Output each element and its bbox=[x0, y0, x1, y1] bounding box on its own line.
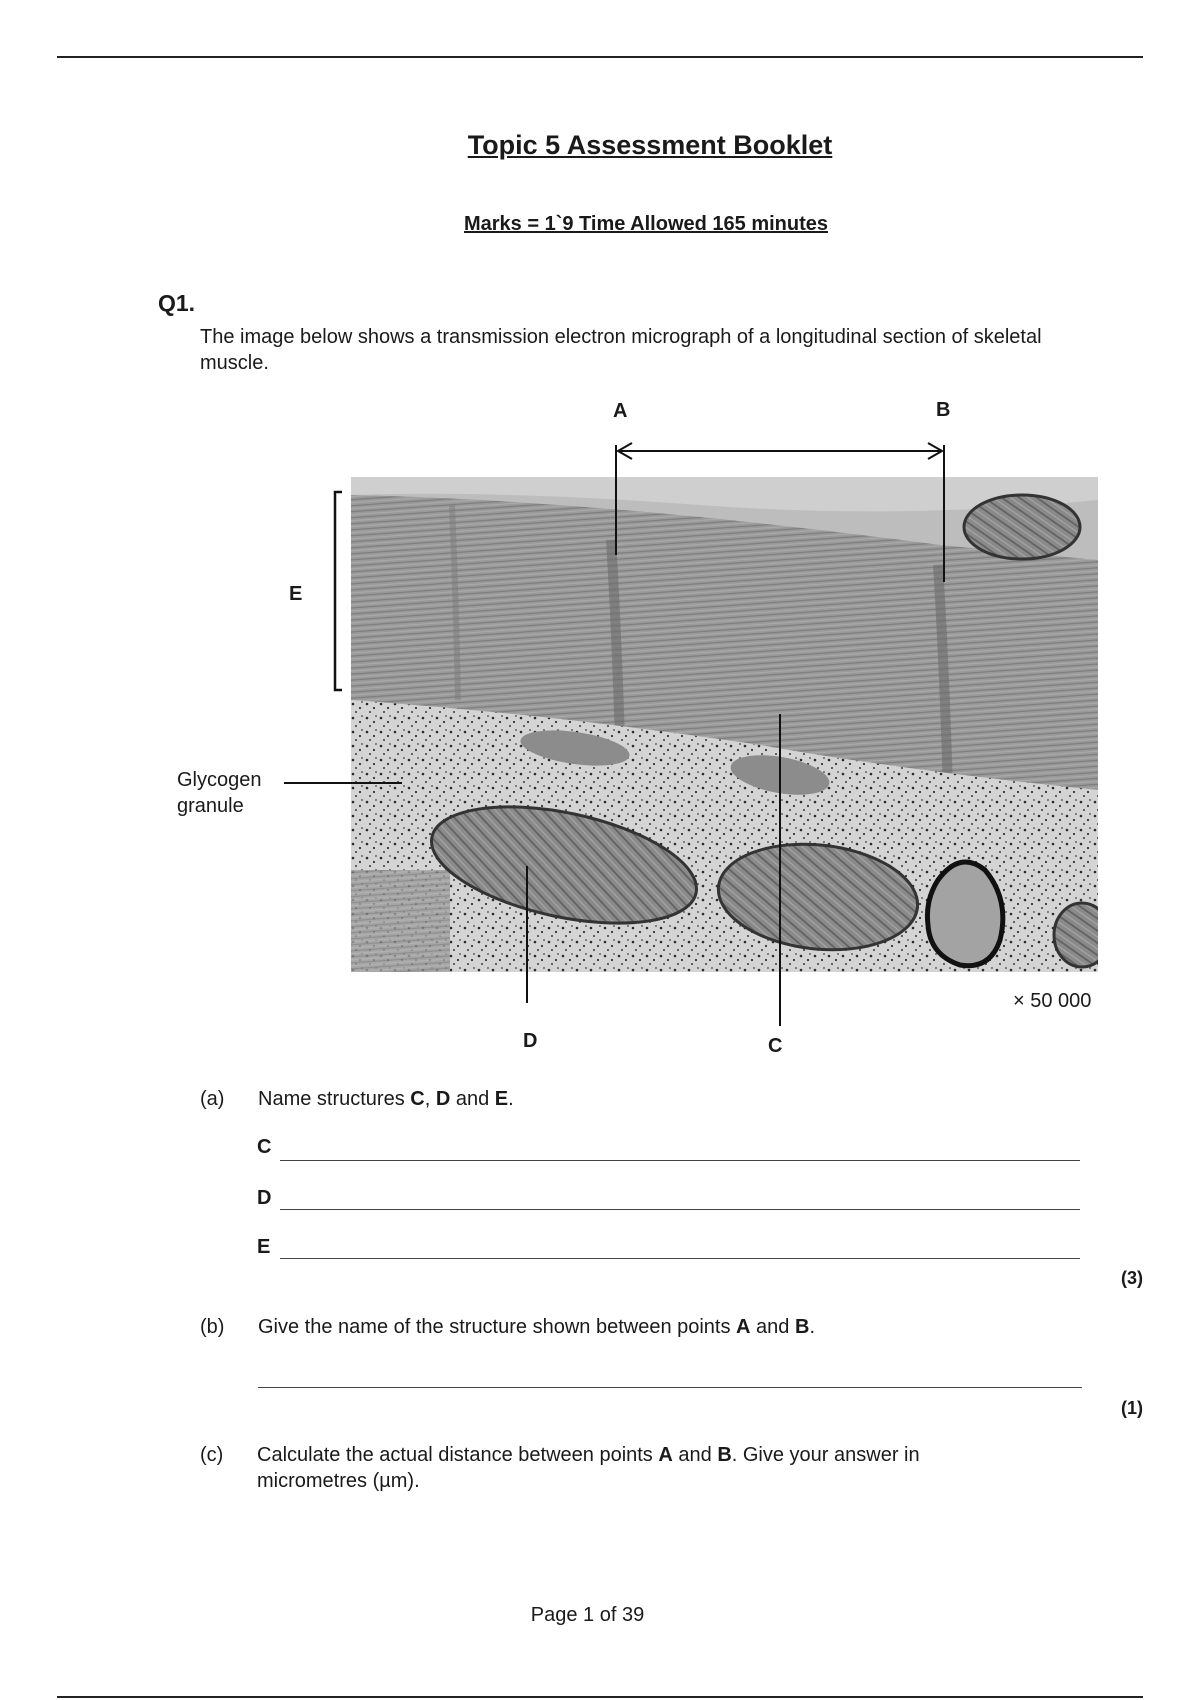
label-b: B bbox=[936, 399, 951, 421]
glycogen-label bbox=[177, 767, 262, 819]
part-a-text: Name structures C, D and E. bbox=[258, 1088, 514, 1110]
part-c-text: Calculate the actual distance between points A and B. Give your answer in micrometres (µm). bbox=[257, 1444, 920, 1492]
part-a-marks: (3) bbox=[1121, 1268, 1143, 1288]
glycogen-label-line2: granule bbox=[177, 795, 244, 817]
part-b-letter: (b) bbox=[200, 1316, 225, 1338]
question-number: Q1. bbox=[158, 290, 196, 316]
part-c-letter: (c) bbox=[200, 1444, 224, 1466]
glycogen-label-line1: Glycogen bbox=[177, 769, 262, 791]
answer-c-label: C bbox=[257, 1136, 272, 1158]
part-b-text: Give the name of the structure shown between points A and B. bbox=[258, 1316, 815, 1338]
label-c: C bbox=[768, 1035, 783, 1057]
label-e: E bbox=[289, 583, 303, 605]
page-title: Topic 5 Assessment Booklet bbox=[467, 130, 833, 160]
answer-e-line[interactable] bbox=[280, 1258, 1080, 1259]
micrograph-photo bbox=[351, 477, 1110, 972]
answer-d-label: D bbox=[257, 1187, 272, 1209]
label-d: D bbox=[523, 1030, 538, 1052]
question-intro: The image below shows a transmission electron micrograph of a longitudinal section of skeletal muscle. bbox=[200, 326, 1042, 374]
marks-line: Marks = 1`9 Time Allowed 165 minutes bbox=[463, 213, 829, 235]
label-a: A bbox=[613, 400, 628, 422]
answer-e-label: E bbox=[257, 1236, 271, 1258]
bottom-rule bbox=[57, 1696, 1143, 1698]
part-b-marks: (1) bbox=[1121, 1398, 1143, 1418]
answer-c-line[interactable] bbox=[280, 1160, 1080, 1161]
page-number: Page 1 of 39 bbox=[530, 1604, 645, 1626]
answer-b-line[interactable] bbox=[258, 1387, 1082, 1388]
answer-d-line[interactable] bbox=[280, 1209, 1080, 1210]
bracket-e bbox=[335, 492, 342, 690]
magnification: × 50 000 bbox=[1013, 990, 1092, 1012]
part-a-letter: (a) bbox=[200, 1088, 225, 1110]
